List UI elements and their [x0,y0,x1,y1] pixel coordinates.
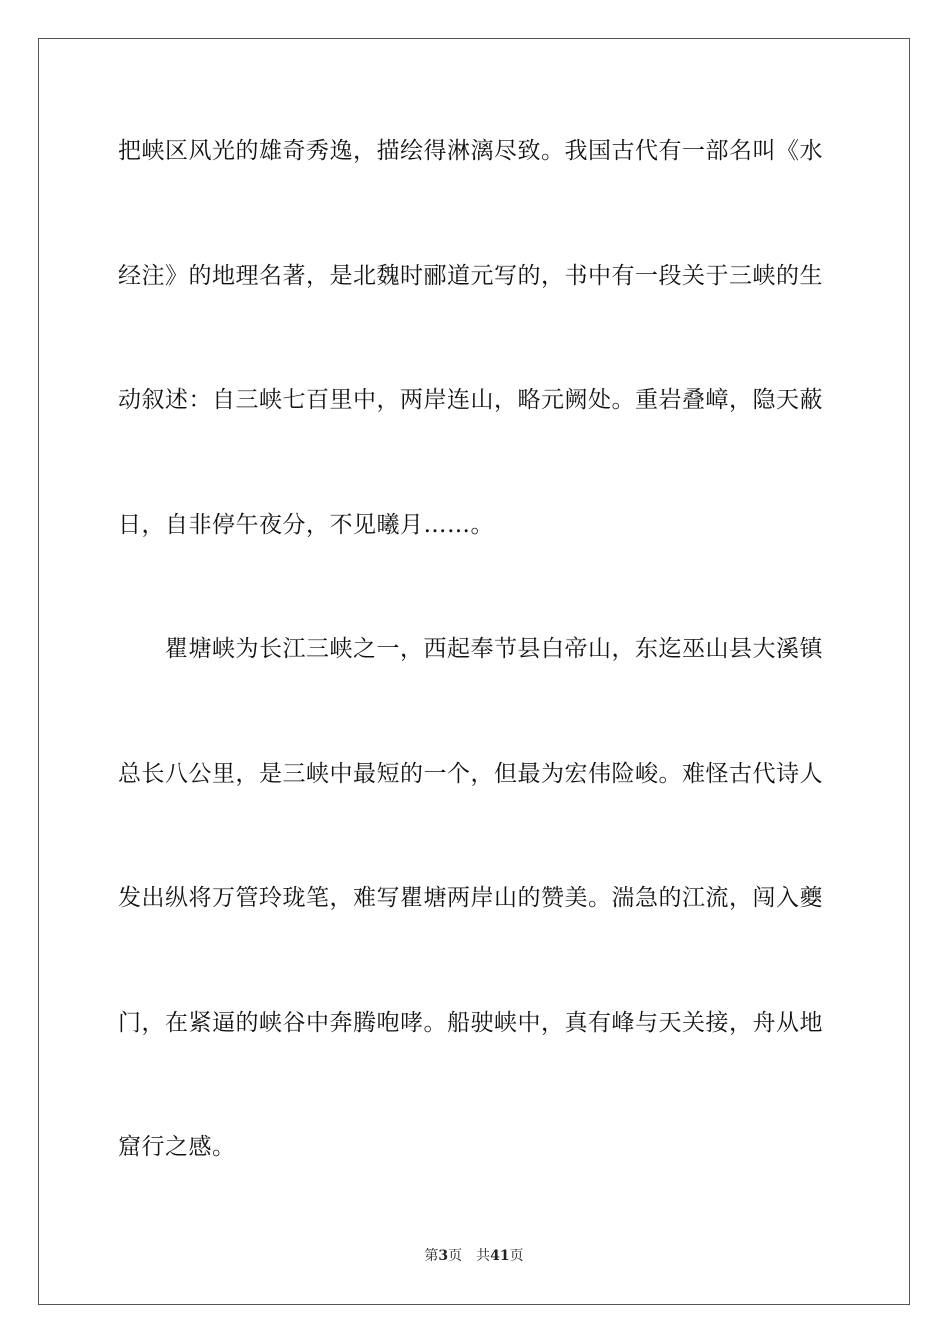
text-line: 发出纵将万管玲珑笔，难写瞿塘两岸山的赞美。湍急的江流，闯入夔 [118,885,823,911]
text-line: 把峡区风光的雄奇秀逸，描绘得淋漓尽致。我国古代有一部名叫《水 [118,138,823,164]
page-suffix: 页 [448,1248,463,1264]
text-line: 动叙述：自三峡七百里中，两岸连山，略元阙处。重岩叠嶂，隐天蔽 [118,387,823,413]
document-page [38,38,910,1305]
text-line: 窟行之感。 [118,1134,236,1160]
document-body [118,133,834,1254]
page-footer [39,1245,909,1265]
total-prefix: 共 [476,1248,491,1264]
text-line: 经注》的地理名著，是北魏时郦道元写的，书中有一段关于三峡的生 [118,262,823,289]
text-line: 瞿塘峡为长江三峡之一，西起奉节县白帝山，东迄巫山县大溪镇 [118,636,823,662]
total-pages: 41 [490,1248,510,1264]
text-line: 日，自非停午夜分，不见曦月……。 [118,511,494,538]
text-line: 门，在紧逼的峡谷中奔腾咆哮。船驶峡中，真有峰与天关接，舟从地 [118,1009,823,1036]
text-line: 总长八公里，是三峡中最短的一个，但最为宏伟险峻。难怪古代诗人 [118,760,823,787]
page-number: 3 [438,1248,449,1264]
total-suffix: 页 [509,1248,524,1264]
page-prefix: 第 [424,1248,439,1264]
